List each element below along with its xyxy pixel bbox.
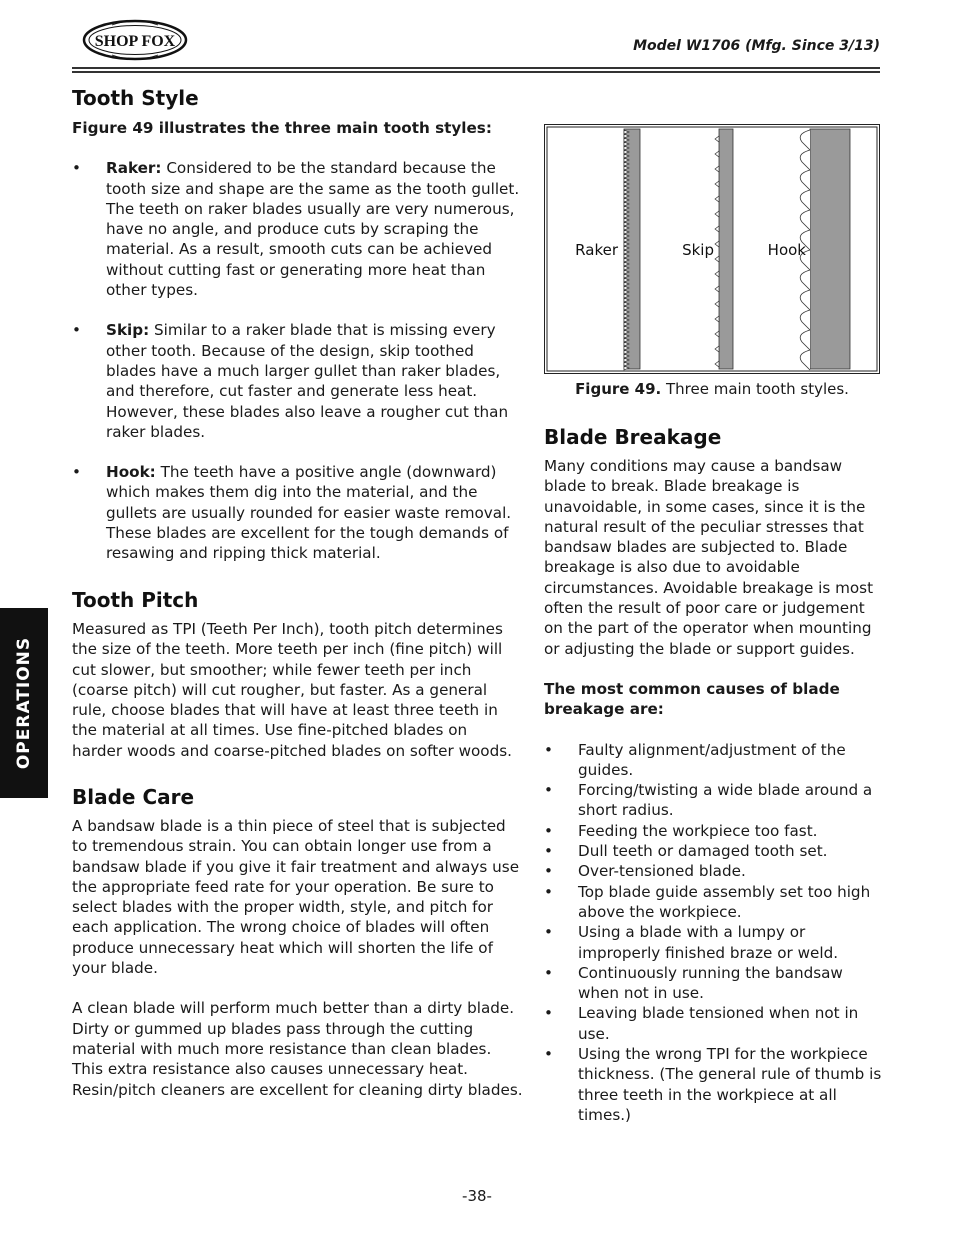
causes-intro: The most common causes of blade breakage are: bbox=[544, 679, 840, 719]
shop-fox-logo bbox=[82, 18, 188, 62]
term-skip: Skip: bbox=[106, 321, 150, 340]
list-item: • Dull teeth or damaged tooth set. bbox=[544, 841, 884, 861]
raker-description: Considered to be the standard because the tooth size and shape are the same as the tooth gullet. The teeth on raker blades usually are very numerous, have no angle, and produce cuts by scraping the material. As a result, smooth cuts can be achieved without cutting fast or generating more heat than other types. bbox=[106, 159, 520, 300]
blade-care-paragraph-2: A clean blade will perform much better than a dirty blade. Dirty or gummed up blades pass through the cutting material with much more resistance than clean blades. This extra resistance also causes unnecessary heat. Resin/pitch cleaners are excellent for cleaning dirty blades. bbox=[72, 999, 523, 1099]
term-raker: Raker: bbox=[106, 159, 162, 178]
tooth-styles-figure bbox=[544, 124, 880, 374]
page-number: -38- bbox=[462, 1187, 492, 1205]
header-rule bbox=[72, 67, 880, 69]
label-skip: Skip bbox=[682, 241, 714, 259]
list-item: • Top blade guide assembly set too high above the workpiece. bbox=[544, 882, 884, 923]
blade-breakage-text: Many conditions may cause a bandsaw blade to break. Blade breakage is unavoidable, in some cases, since it is the natural result of the peculiar stresses that bandsaw blades are subjected to. Blade breakage is also due to avoidable circumstances. Avoidable breakage is most often the result of poor care or judgement on the part of the operator when mounting or adjusting the blade or support guides. bbox=[544, 457, 874, 658]
section-side-tab bbox=[0, 608, 48, 798]
tooth-pitch-section bbox=[72, 588, 522, 761]
figure-caption bbox=[544, 380, 880, 398]
blade-care-section bbox=[72, 785, 524, 1100]
list-item bbox=[72, 462, 522, 563]
figure-caption-text: Three main tooth styles. bbox=[661, 380, 849, 398]
logo-text: SHOP FOX bbox=[94, 33, 176, 50]
hook-description: The teeth have a positive angle (downward) which makes them dig into the material, and the gullets are usually rounded for easier waste removal. These blades are excellent for the tough demands of resawing and ripping thick material. bbox=[106, 463, 512, 563]
blade-care-heading: Blade Care bbox=[72, 785, 195, 809]
list-item: • Continuously running the bandsaw when not in use. bbox=[544, 963, 884, 1004]
model-label: Model W1706 (Mfg. Since 3/13) bbox=[633, 38, 880, 54]
skip-description: Similar to a raker blade that is missing every other tooth. Because of the design, skip toothed blades have a much larger gullet than raker blades, and therefore, cut faster and generate less heat. However, these blades also leave a rougher cut than raker blades. bbox=[106, 321, 509, 441]
tooth-style-heading: Tooth Style bbox=[72, 86, 199, 110]
list-item bbox=[72, 320, 522, 442]
list-item: • Faulty alignment/adjustment of the guides. bbox=[544, 740, 884, 781]
skip-blade bbox=[719, 129, 733, 369]
label-raker: Raker bbox=[575, 241, 618, 259]
list-item: • Leaving blade tensioned when not in use. bbox=[544, 1003, 884, 1044]
blade-care-paragraph-1: A bandsaw blade is a thin piece of steel that is subjected to tremendous strain. You can obtain longer use from a bandsaw blade if you give it fair treatment and always use the appropriate feed rate for your operation. Be sure to select blades with the proper width, style, and pitch for each application. The wrong choice of blades will often produce unnecessary heat which will shorten the life of your blade. bbox=[72, 817, 520, 978]
tooth-style-list bbox=[72, 158, 522, 563]
tooth-pitch-heading: Tooth Pitch bbox=[72, 588, 199, 612]
blade-breakage-heading: Blade Breakage bbox=[544, 425, 722, 449]
figure-caption-label: Figure 49. bbox=[575, 380, 662, 398]
list-item: • Using the wrong TPI for the workpiece thickness. (The general rule of thumb is three teeth in the workpiece at all times.) bbox=[544, 1044, 884, 1125]
side-tab-label: OPERATIONS bbox=[14, 636, 34, 770]
list-item bbox=[72, 158, 522, 300]
term-hook: Hook: bbox=[106, 463, 156, 482]
tooth-style-intro: Figure 49 illustrates the three main tooth styles: bbox=[72, 119, 492, 137]
hook-blade bbox=[810, 129, 850, 369]
list-item: • Using a blade with a lumpy or improperly finished braze or weld. bbox=[544, 922, 884, 963]
list-item: • Feeding the workpiece too fast. bbox=[544, 821, 884, 841]
causes-list bbox=[544, 740, 884, 1126]
header-rule bbox=[72, 71, 880, 73]
tooth-style-section bbox=[72, 86, 522, 564]
label-hook: Hook bbox=[767, 241, 806, 259]
blade-breakage-section bbox=[544, 425, 884, 1125]
list-item: • Forcing/twisting a wide blade around a short radius. bbox=[544, 780, 884, 821]
tooth-pitch-text: Measured as TPI (Teeth Per Inch), tooth pitch determines the size of the teeth. More teeth per inch (fine pitch) will cut slower, but smoother; while fewer teeth per inch (coarse pitch) will cut rougher, but faster. As a general rule, choose blades that will have at least three teeth in the material at all times. Use fine-pitched blades on harder woods and coarse-pitched blades on softer woods. bbox=[72, 620, 512, 760]
list-item: • Over-tensioned blade. bbox=[544, 861, 884, 881]
